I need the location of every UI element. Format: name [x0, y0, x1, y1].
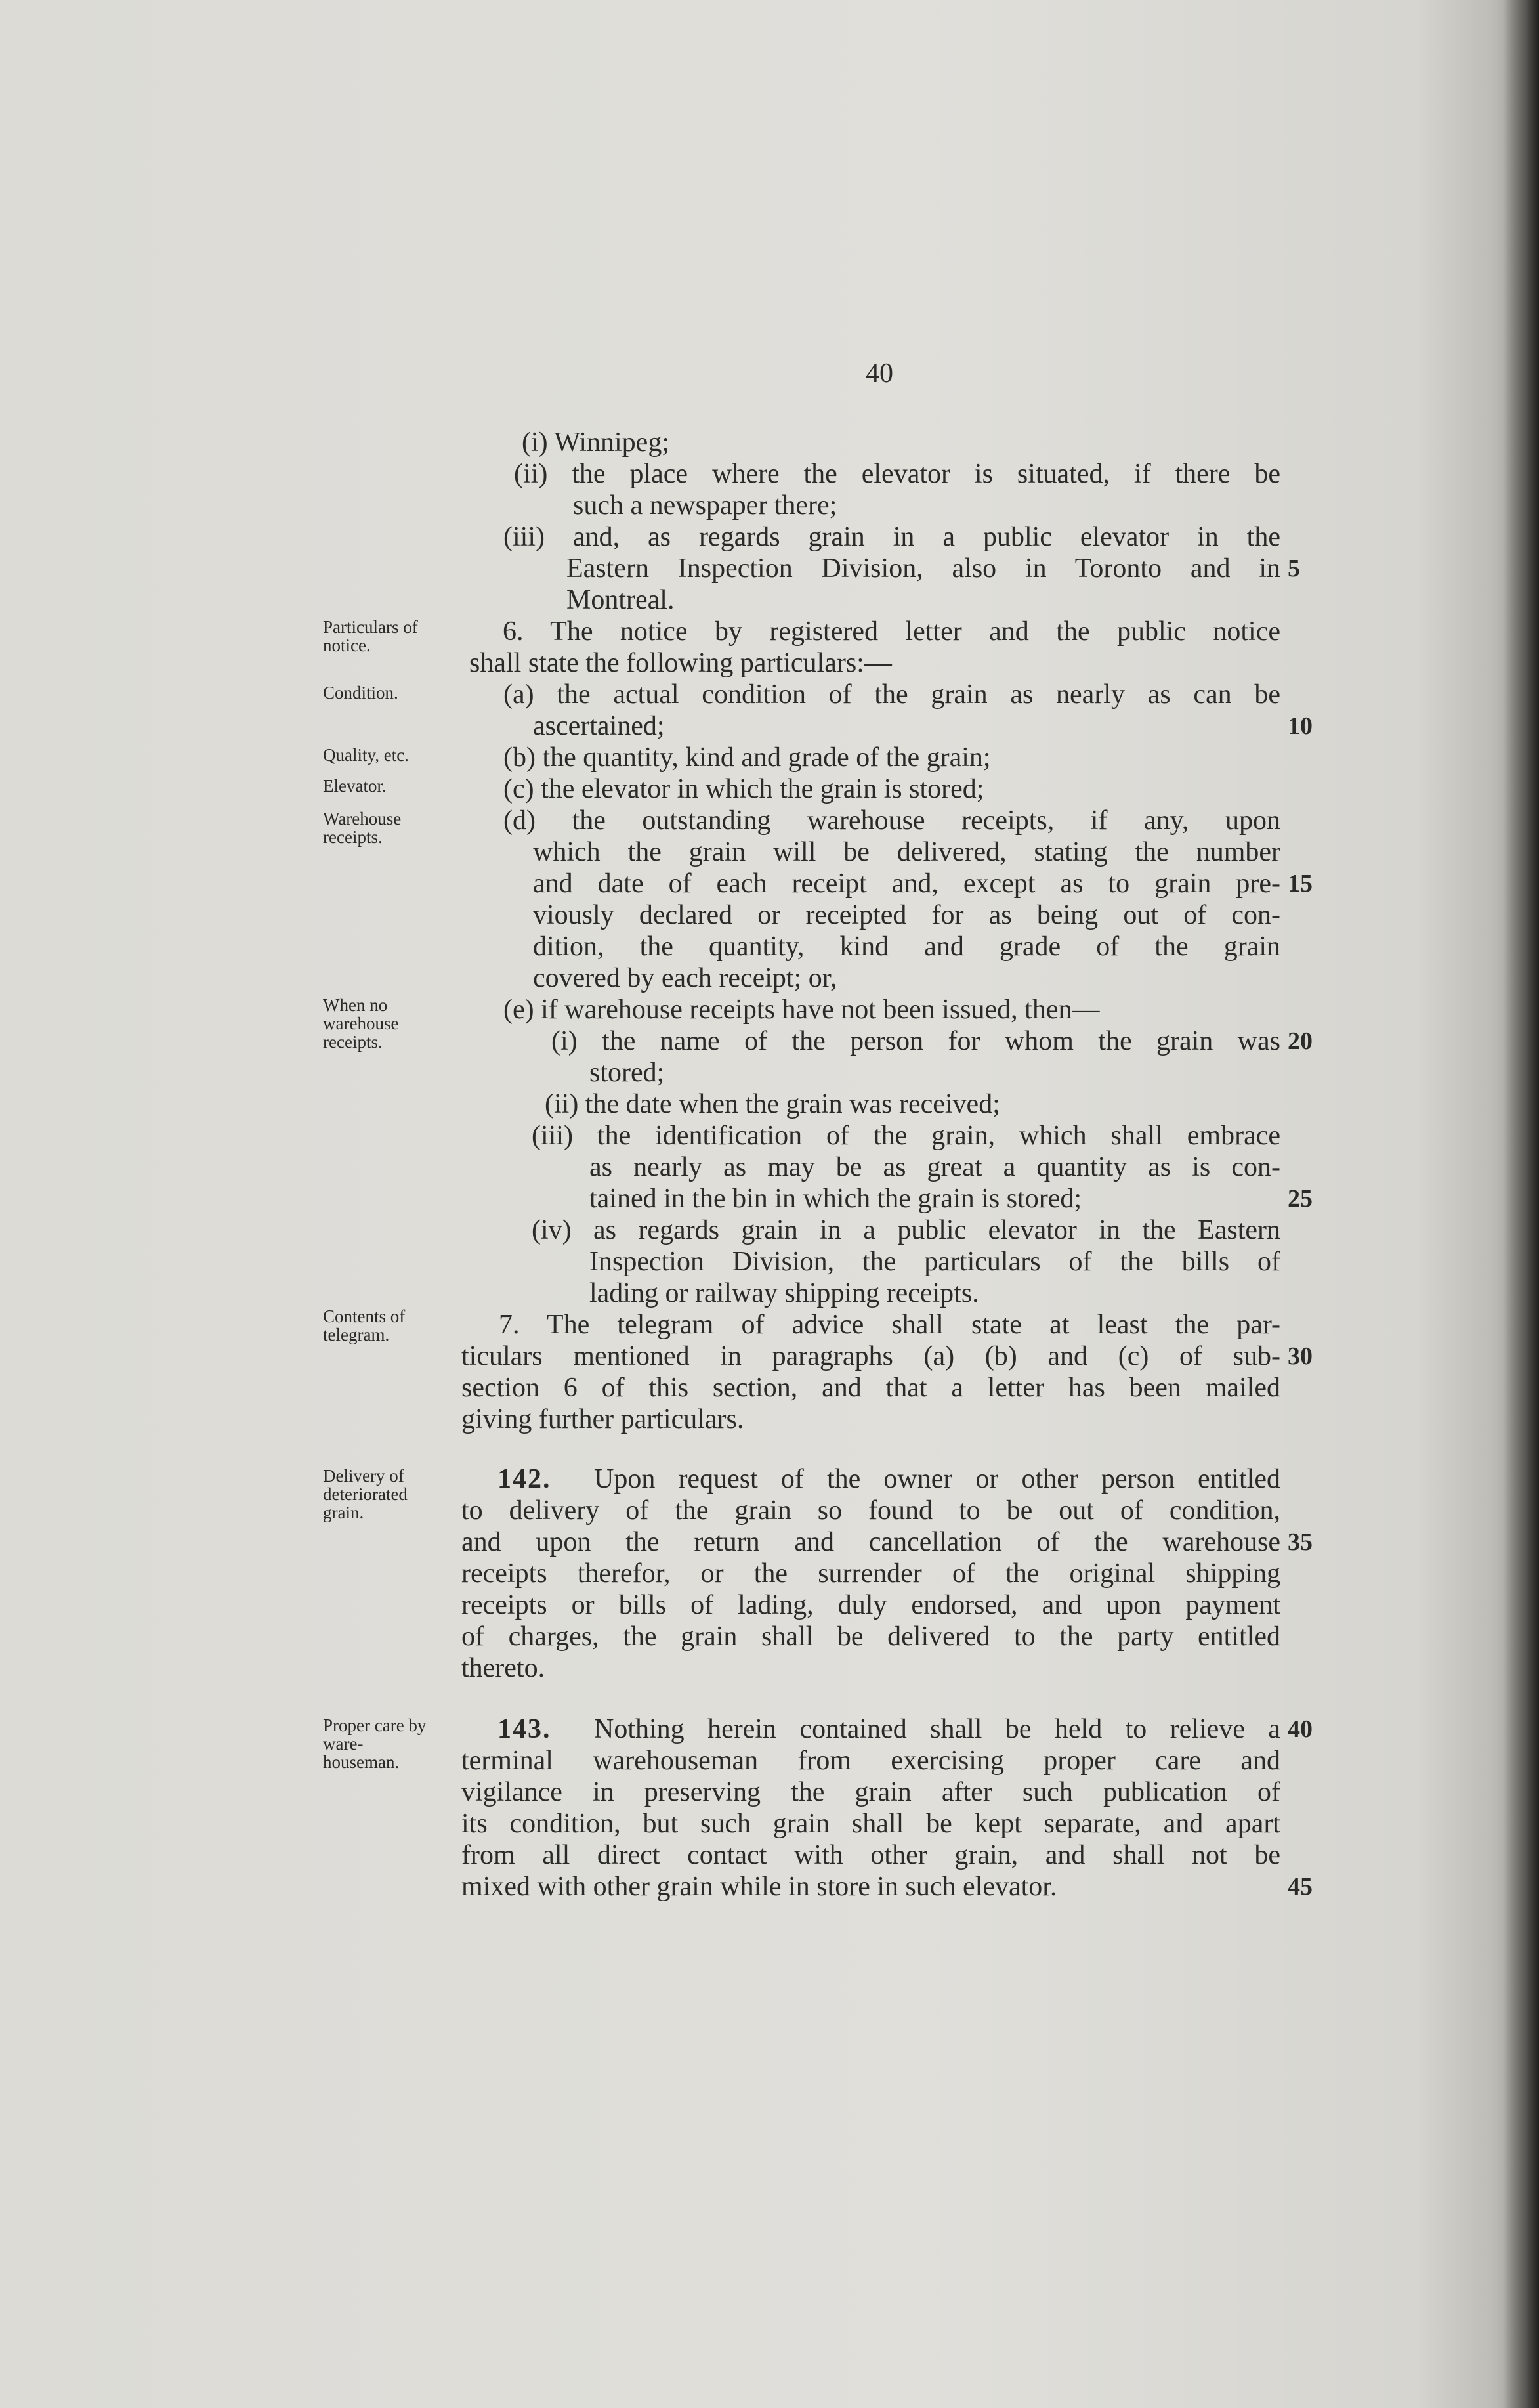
section-number: 143.	[497, 1714, 551, 1744]
body-line: and date of each receipt and, except as to grain pre-	[533, 869, 1280, 899]
body-line: (i) Winnipeg;	[522, 427, 669, 458]
body-line: receipts or bills of lading, duly endorsed, and upon payment	[461, 1590, 1280, 1620]
body-line: Eastern Inspection Division, also in Toronto and in	[566, 553, 1280, 584]
line-number: 5	[1288, 555, 1300, 582]
body-line: viously declared or receipted for as being out of con-	[533, 900, 1280, 930]
body-line: from all direct contact with other grain, and shall not be	[461, 1840, 1280, 1870]
line-number: 40	[1288, 1715, 1313, 1743]
body-line: Montreal.	[566, 585, 675, 615]
body-line: Inspection Division, the particulars of the bills of	[589, 1247, 1280, 1277]
body-line: Upon request of the owner or other person entitled	[594, 1464, 1280, 1494]
line-number: 45	[1288, 1873, 1313, 1901]
margin-note: When no warehouse receipts.	[323, 995, 399, 1052]
body-line: 7. The telegram of advice shall state at least the par-	[499, 1310, 1280, 1340]
margin-note: Elevator.	[323, 776, 387, 796]
body-line: which the grain will be delivered, stating the number	[533, 837, 1280, 867]
body-line: (iii) and, as regards grain in a public elevator in the	[503, 522, 1280, 552]
margin-note: Warehouse receipts.	[323, 809, 402, 847]
body-line: vigilance in preserving the grain after such publication of	[461, 1777, 1280, 1807]
body-line: as nearly as may be as great a quantity as is con-	[589, 1152, 1280, 1182]
body-line: such a newspaper there;	[573, 490, 837, 521]
body-line: tained in the bin in which the grain is stored;	[589, 1184, 1082, 1214]
body-line: (d) the outstanding warehouse receipts, if any, upon	[503, 806, 1280, 836]
body-line: (a) the actual condition of the grain as nearly as can be	[503, 679, 1280, 710]
body-line: (ii) the date when the grain was received;	[545, 1089, 1000, 1119]
body-line: ascertained;	[533, 711, 665, 741]
body-line: (c) the elevator in which the grain is stored;	[503, 774, 984, 804]
line-number: 15	[1288, 870, 1313, 897]
body-line: section 6 of this section, and that a letter has been mailed	[461, 1373, 1280, 1403]
body-line: of charges, the grain shall be delivered to the party entitled	[461, 1622, 1280, 1652]
body-line: lading or railway shipping receipts.	[589, 1278, 979, 1308]
body-line: dition, the quantity, kind and grade of the grain	[533, 932, 1280, 962]
line-number: 25	[1288, 1185, 1313, 1213]
section-number: 142.	[497, 1464, 551, 1494]
body-line: its condition, but such grain shall be kept separate, and apart	[461, 1809, 1280, 1839]
page-edge-shadow	[1503, 0, 1539, 2408]
body-line: receipts therefor, or the surrender of the original shipping	[461, 1559, 1280, 1589]
body-line: and upon the return and cancellation of the warehouse	[461, 1527, 1280, 1557]
line-number: 35	[1288, 1528, 1313, 1556]
margin-note: Quality, etc.	[323, 745, 409, 765]
margin-note: Proper care by ware-houseman.	[323, 1715, 427, 1772]
body-line: covered by each receipt; or,	[533, 963, 837, 993]
body-line: mixed with other grain while in store in such elevator.	[461, 1872, 1057, 1902]
margin-note: Contents of telegram.	[323, 1306, 406, 1344]
body-line: thereto.	[461, 1653, 545, 1683]
body-line: giving further particulars.	[461, 1404, 744, 1434]
body-line: terminal warehouseman from exercising proper care and	[461, 1746, 1280, 1776]
body-line: (iv) as regards grain in a public elevator in the Eastern	[532, 1215, 1280, 1245]
line-number: 30	[1288, 1343, 1313, 1370]
body-line: (b) the quantity, kind and grade of the grain;	[503, 742, 991, 773]
body-line: (ii) the place where the elevator is situated, if there be	[514, 459, 1280, 489]
body-line: (e) if warehouse receipts have not been issued, then—	[503, 995, 1100, 1025]
body-line: (iii) the identification of the grain, which shall embrace	[532, 1121, 1280, 1151]
line-number: 20	[1288, 1027, 1313, 1055]
body-line: ticulars mentioned in paragraphs (a) (b) and (c) of sub-	[461, 1341, 1280, 1371]
margin-note: Particulars of notice.	[323, 617, 418, 655]
body-line: 6. The notice by registered letter and the public notice	[503, 616, 1280, 647]
body-line: stored;	[589, 1058, 665, 1088]
body-line: (i) the name of the person for whom the grain was	[551, 1026, 1280, 1056]
body-line: shall state the following particulars:—	[469, 648, 892, 678]
body-line: Nothing herein contained shall be held to relieve a	[594, 1714, 1280, 1744]
page-number: 40	[866, 358, 893, 389]
line-number: 10	[1288, 712, 1313, 740]
margin-note: Condition.	[323, 683, 398, 702]
body-line: to delivery of the grain so found to be out of condition,	[461, 1495, 1280, 1526]
margin-note: Delivery of deteriorated grain.	[323, 1466, 408, 1522]
